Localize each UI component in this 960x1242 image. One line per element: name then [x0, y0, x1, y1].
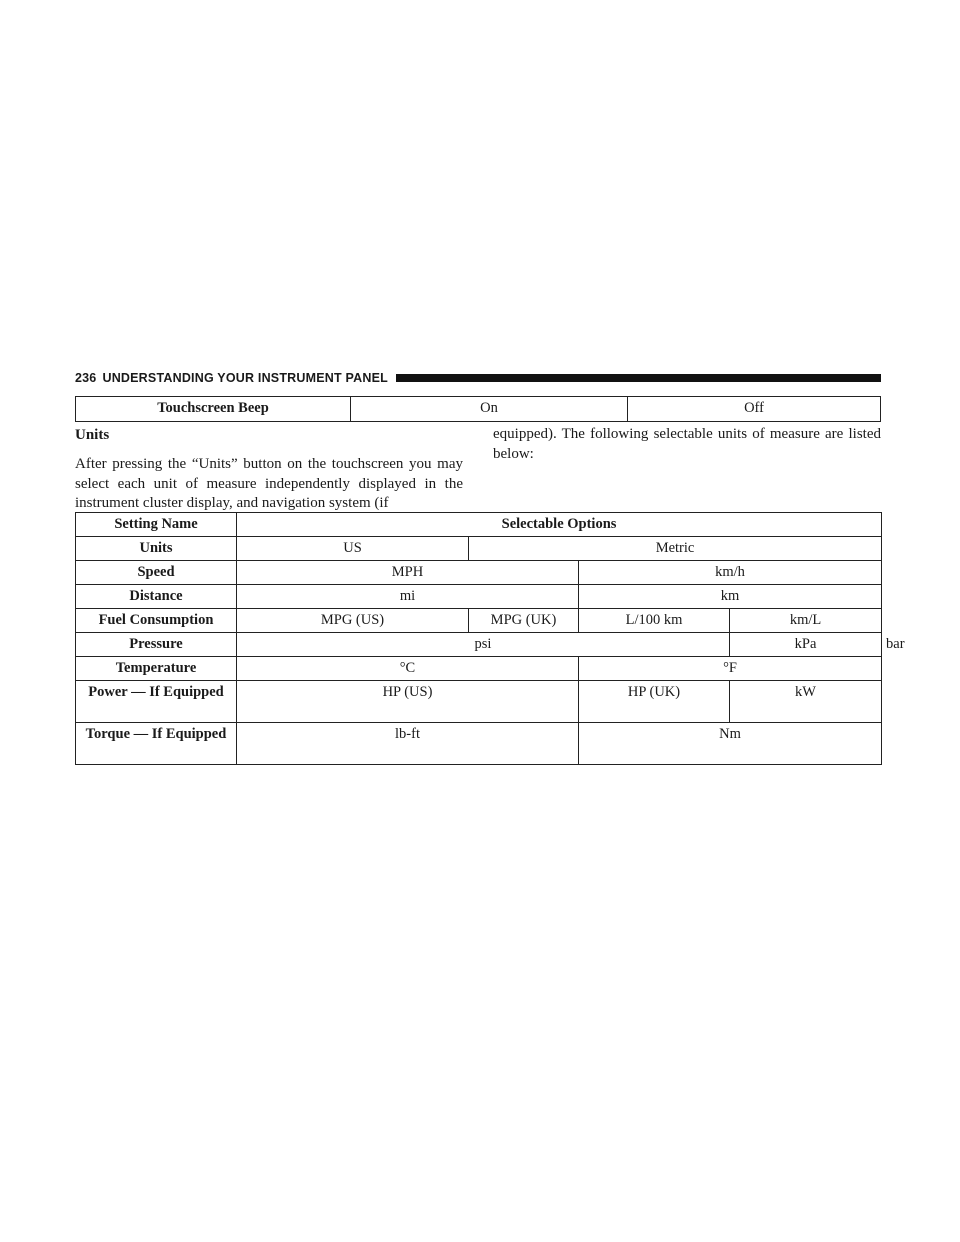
units-table: [75, 512, 905, 765]
row-label-distance: Distance: [76, 585, 237, 609]
option-cell: On: [351, 397, 628, 422]
table-row: [76, 585, 882, 609]
header-setting-name: Setting Name: [76, 513, 237, 537]
table-row: [76, 609, 882, 633]
units-paragraph-right: equipped). The following selectable units of measure are listed below:: [493, 426, 881, 462]
units-heading: Units: [75, 427, 110, 443]
table-row: [76, 723, 882, 765]
header-selectable-options: Selectable Options: [237, 513, 882, 537]
header-rule: [396, 374, 881, 382]
setting-name-cell: Touchscreen Beep: [76, 397, 351, 422]
value-cell: km/L: [730, 609, 882, 633]
value-cell: lb-ft: [237, 723, 579, 765]
row-label-units: Units: [76, 537, 237, 561]
table-row: [76, 561, 882, 585]
value-cell: mi: [237, 585, 579, 609]
value-cell: Metric: [469, 537, 882, 561]
value-cell: MPG (US): [237, 609, 469, 633]
section-title: UNDERSTANDING YOUR INSTRUMENT PANEL: [102, 371, 388, 385]
value-cell: kPa: [730, 633, 882, 657]
value-cell: °F: [579, 657, 882, 681]
row-label-temperature: Temperature: [76, 657, 237, 681]
page-header: [75, 369, 881, 387]
table-row: [76, 657, 882, 681]
table-row: Pressure psi kPa bar: [76, 633, 882, 657]
row-label-speed: Speed: [76, 561, 237, 585]
value-cell: km/h: [579, 561, 882, 585]
table-row: [76, 397, 881, 422]
row-label-fuel-consumption: Fuel Consumption: [76, 609, 237, 633]
value-cell: HP (UK): [579, 681, 730, 723]
option-cell: Off: [628, 397, 881, 422]
value-cell: km: [579, 585, 882, 609]
units-paragraph-left: After pressing the “Units” button on the touchscreen you may select each unit of measure independently displayed in the instrument cluster display, and navigation system (if: [75, 456, 463, 511]
row-label-power: Power — If Equipped: [76, 681, 237, 723]
table-header-row: [76, 513, 882, 537]
row-label-torque: Torque — If Equipped: [76, 723, 237, 765]
value-cell: L/100 km: [579, 609, 730, 633]
row-label-pressure: Pressure: [76, 633, 237, 657]
touchscreen-beep-table: [75, 396, 881, 422]
value-cell: MPH: [237, 561, 579, 585]
table-row: [76, 537, 882, 561]
table-row: [76, 681, 882, 723]
value-cell: HP (US): [237, 681, 579, 723]
value-cell: Nm: [579, 723, 882, 765]
value-cell: US: [237, 537, 469, 561]
value-cell: psi: [237, 633, 730, 657]
page-number: 236: [75, 371, 97, 385]
value-cell: MPG (UK): [469, 609, 579, 633]
value-cell: kW: [730, 681, 882, 723]
value-cell: °C: [237, 657, 579, 681]
